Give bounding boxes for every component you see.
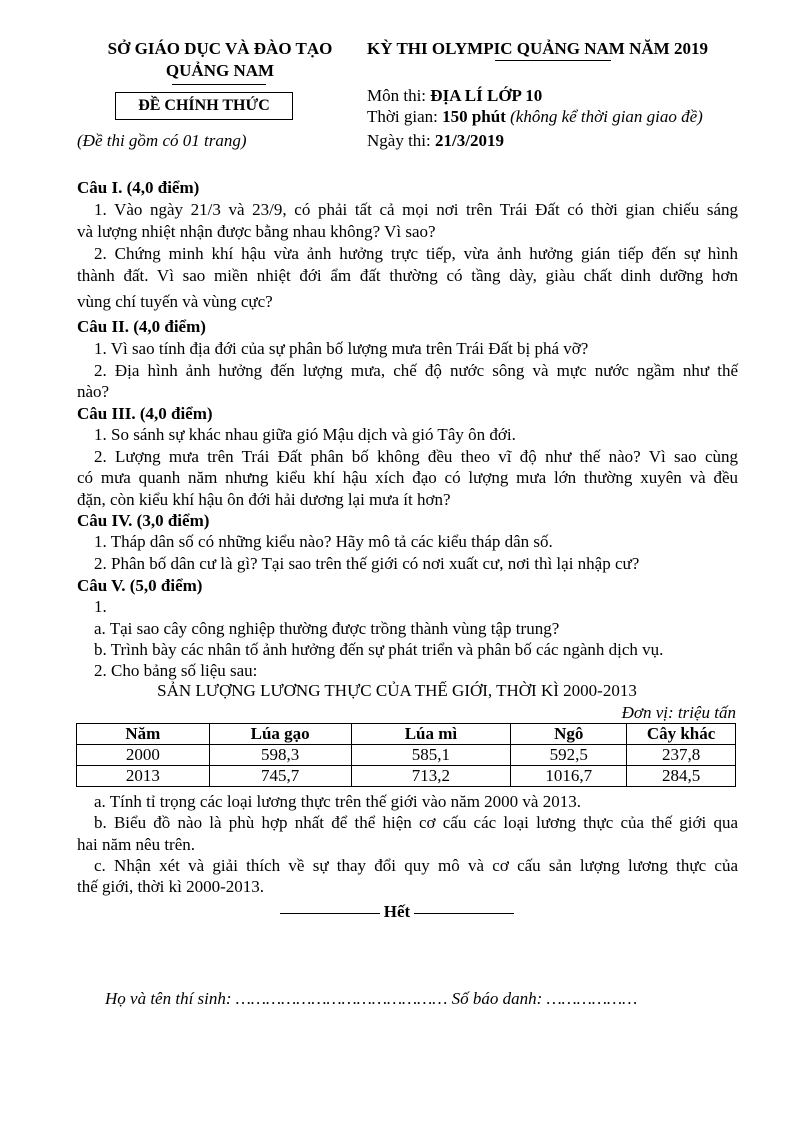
end-rule-left <box>280 913 380 914</box>
pages-note: (Đề thi gồm có 01 trang) <box>77 131 247 150</box>
question-1-title: Câu I. (4,0 điểm) <box>77 178 200 197</box>
question-5-line: 1. <box>94 597 107 616</box>
time-prefix: Thời gian: <box>367 107 443 126</box>
question-5-line: b. Biểu đồ nào là phù hợp nhất để thể hiện cơ cấu các loại lương thực của thế giới qua <box>94 813 738 832</box>
table-header-row <box>77 724 736 745</box>
question-5-line: c. Nhận xét và giải thích về sự thay đổi quy mô và cơ cấu sản lượng lương thực của <box>94 856 738 875</box>
table-cell: 2013 <box>77 766 210 787</box>
table-unit: Đơn vị: triệu tấn <box>621 703 736 722</box>
table-cell: 585,1 <box>351 745 511 766</box>
question-3-line: 1. So sánh sự khác nhau giữa gió Mậu dịch và gió Tây ôn đới. <box>94 425 516 444</box>
date-prefix: Ngày thi: <box>367 131 435 150</box>
question-5-line: a. Tại sao cây công nghiệp thường được trồng thành vùng tập trung? <box>94 619 560 638</box>
province-underline <box>172 84 266 85</box>
question-4-line: 2. Phân bố dân cư là gì? Tại sao trên thế giới có nơi xuất cư, nơi thì lại nhập cư? <box>94 554 640 573</box>
question-2-line: 2. Địa hình ảnh hưởng đến lượng mưa, chế độ nước sông và mực nước ngầm như thế <box>94 361 738 380</box>
candidate-info-line: Họ và tên thí sinh: …………………………………… Số báo danh: ……………… <box>105 989 638 1008</box>
table-header-cell: Lúa gạo <box>209 724 351 745</box>
question-3-line: 2. Lượng mưa trên Trái Đất phân bố không đều theo vĩ độ như thế nào? Vì sao cùng <box>94 447 738 466</box>
question-5-line: 2. Cho bảng số liệu sau: <box>94 661 258 680</box>
date-value: 21/3/2019 <box>435 131 504 150</box>
table-title: SẢN LƯỢNG LƯƠNG THỰC CỦA THẾ GIỚI, THỜI KÌ 2000-2013 <box>157 681 637 700</box>
table-cell: 2000 <box>77 745 210 766</box>
question-2-line: nào? <box>77 382 110 401</box>
department-name: SỞ GIÁO DỤC VÀ ĐÀO TẠO <box>107 39 333 58</box>
question-3-line: có mưa quanh năm nhưng kiểu khí hậu xích đạo có lượng mưa lớn thường xuyên và đều <box>77 468 738 487</box>
question-1-line: thành đất. Vì sao miền nhiệt đới ẩm đất thường có tầng dày, giàu chất dinh dưỡng hơn <box>77 266 738 285</box>
question-3-title: Câu III. (4,0 điểm) <box>77 404 213 423</box>
end-label: Hết <box>383 902 411 921</box>
end-rule-right <box>414 913 514 914</box>
department-header <box>75 38 365 82</box>
time-note: (không kể thời gian giao đề) <box>505 107 703 126</box>
end-mark <box>0 902 794 922</box>
question-2-line: 1. Vì sao tính địa đới của sự phân bố lượng mưa trên Trái Đất bị phá vỡ? <box>94 339 589 358</box>
question-5-line: hai năm nêu trên. <box>77 835 196 854</box>
subject-line <box>367 86 542 106</box>
question-2-title: Câu II. (4,0 điểm) <box>77 317 206 336</box>
date-line <box>367 131 504 151</box>
table-row <box>77 766 736 787</box>
table-cell: 745,7 <box>209 766 351 787</box>
exam-title-underline <box>495 60 611 61</box>
table-cell: 592,5 <box>511 745 627 766</box>
question-1-line: và lượng nhiệt nhận được bằng nhau không? Vì sao? <box>77 222 436 241</box>
table-cell: 284,5 <box>627 766 736 787</box>
province-name: QUẢNG NAM <box>165 61 275 80</box>
table-header-cell: Ngô <box>511 724 627 745</box>
time-value: 150 phút <box>442 107 506 126</box>
table-header-cell: Năm <box>77 724 210 745</box>
table-cell: 713,2 <box>351 766 511 787</box>
time-line <box>367 107 703 127</box>
question-4-title: Câu IV. (3,0 điểm) <box>77 511 210 530</box>
table-header-cell: Cây khác <box>627 724 736 745</box>
question-5-line: b. Trình bày các nhân tố ảnh hưởng đến sự phát triển và phân bố các ngành dịch vụ. <box>94 640 664 659</box>
question-5-line: a. Tính tỉ trọng các loại lương thực trên thế giới vào năm 2000 và 2013. <box>94 792 581 811</box>
table-cell: 598,3 <box>209 745 351 766</box>
question-1-line: 1. Vào ngày 21/3 và 23/9, có phải tất cả mọi nơi trên Trái Đất có thời gian chiếu sáng <box>94 200 738 219</box>
table-header-cell: Lúa mì <box>351 724 511 745</box>
table-row <box>77 745 736 766</box>
question-3-line: đặn, còn kiểu khí hậu ôn đới hải dương lại mưa ít hơn? <box>77 490 451 509</box>
exam-title: KỲ THI OLYMPIC QUẢNG NAM NĂM 2019 <box>367 39 708 58</box>
question-1-line: 2. Chứng minh khí hậu vừa ảnh hưởng trực tiếp, vừa ảnh hưởng gián tiếp đến sự hình <box>94 244 738 263</box>
table-cell: 237,8 <box>627 745 736 766</box>
question-4-line: 1. Tháp dân số có những kiểu nào? Hãy mô tả các kiểu tháp dân số. <box>94 532 553 551</box>
subject-prefix: Môn thi: <box>367 86 431 105</box>
subject-value: ĐỊA LÍ LỚP 10 <box>430 86 543 105</box>
question-5-title: Câu V. (5,0 điểm) <box>77 576 203 595</box>
official-exam-label: ĐỀ CHÍNH THỨC <box>115 92 293 120</box>
question-5-line: thế giới, thời kì 2000-2013. <box>77 877 265 896</box>
question-1-line: vùng chí tuyến và vùng cực? <box>77 292 273 311</box>
food-production-table <box>76 723 736 787</box>
table-cell: 1016,7 <box>511 766 627 787</box>
